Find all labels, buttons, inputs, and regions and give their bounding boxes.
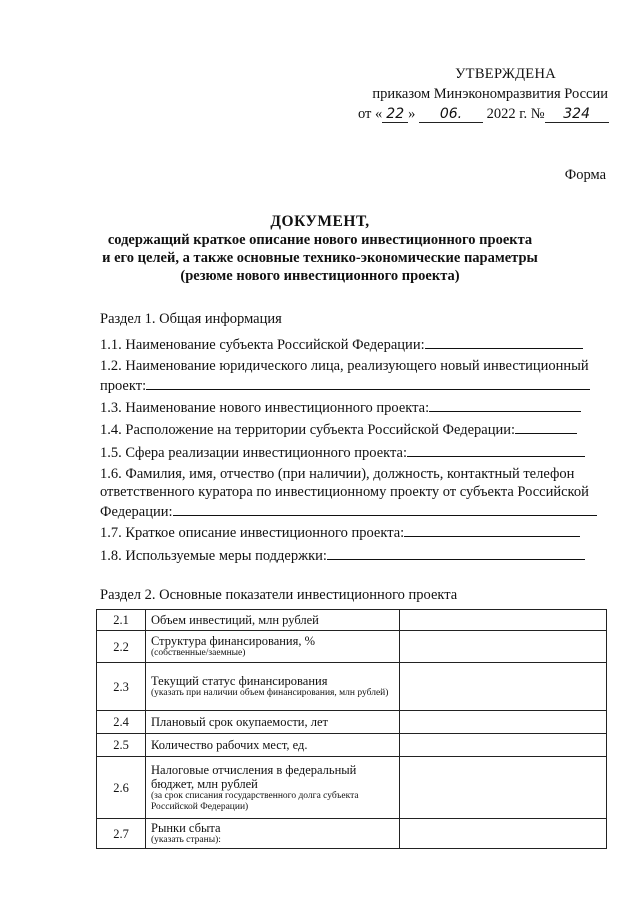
- field-1-2-label-b: проект:: [100, 378, 147, 394]
- row-number: 2.6: [97, 757, 146, 819]
- table-row: [97, 631, 607, 663]
- row-label: [146, 757, 400, 819]
- row-value: [400, 610, 607, 631]
- approval-day: 22: [382, 106, 408, 123]
- field-1-5-blank: [407, 442, 585, 457]
- title-line-4: (резюме нового инвестиционного проекта): [180, 268, 460, 284]
- field-1-2-blank: [146, 375, 590, 390]
- row-label-text: Текущий статус финансирования: [151, 674, 328, 688]
- field-1-1-label: 1.1. Наименование субъекта Российской Федерации:: [100, 337, 425, 353]
- field-1-5-label: 1.5. Сфера реализации инвестиционного проекта:: [100, 445, 407, 461]
- field-1-2-label-a: 1.2. Наименование юридического лица, реализующего новый инвестиционный: [100, 358, 589, 374]
- approval-number-label: №: [530, 106, 545, 122]
- row-number: 2.4: [97, 711, 146, 734]
- row-label-text: Налоговые отчисления в федеральный бюджет, млн рублей: [151, 762, 357, 791]
- field-1-3-blank: [429, 397, 581, 412]
- row-value: [400, 757, 607, 819]
- row-value: [400, 711, 607, 734]
- field-1-7-label: 1.7. Краткое описание инвестиционного проекта:: [100, 525, 405, 541]
- row-value: [400, 819, 607, 849]
- row-label-text: Структура финансирования, %: [151, 634, 316, 648]
- row-label: [146, 631, 400, 663]
- row-label-text: Количество рабочих мест, ед.: [151, 738, 308, 752]
- row-label: [146, 610, 400, 631]
- row-label: [146, 819, 400, 849]
- field-1-8: [100, 545, 600, 565]
- row-label-text: Объем инвестиций, млн рублей: [151, 613, 319, 627]
- field-1-2: [100, 357, 600, 395]
- title-line-1: ДОКУМЕНТ,: [270, 213, 370, 230]
- row-label-note: (за срок списания государственного долга субъекта Российской Федерации): [151, 790, 359, 812]
- field-1-4-label: 1.4. Расположение на территории субъекта Российской Федерации:: [100, 422, 516, 438]
- approval-year: 2022 г.: [486, 106, 528, 122]
- approval-order-line: приказом Минэкономразвития России: [372, 86, 608, 102]
- row-label-note: (собственные/заемные): [151, 648, 246, 658]
- row-value: [400, 734, 607, 757]
- field-1-3: [100, 397, 600, 417]
- row-label-note: (указать при наличии объем финансирования, млн рублей): [151, 688, 389, 698]
- section-2-heading: Раздел 2. Основные показатели инвестиционного проекта: [100, 587, 458, 603]
- field-1-6-label-b: ответственного куратора по инвестиционному проекту от субъекта Российской: [100, 484, 589, 500]
- approval-close-quote: »: [408, 106, 416, 122]
- table-row: [97, 819, 607, 849]
- title-line-2: содержащий краткое описание нового инвестиционного проекта: [107, 232, 533, 248]
- table-row: [97, 711, 607, 734]
- field-1-7-blank: [404, 522, 580, 537]
- table-row: [97, 610, 607, 631]
- field-1-1: [100, 334, 600, 354]
- row-label: [146, 711, 400, 734]
- table-row: [97, 734, 607, 757]
- table-row: [97, 663, 607, 711]
- row-label-text: Плановый срок окупаемости, лет: [151, 715, 328, 729]
- approval-date-line: [358, 104, 608, 124]
- title-line-3: и его целей, а также основные технико-экономические параметры: [102, 250, 538, 266]
- approval-month: 06.: [419, 106, 483, 123]
- row-number: 2.1: [97, 610, 146, 631]
- row-label: [146, 734, 400, 757]
- document-title: [0, 213, 640, 285]
- field-1-8-blank: [327, 545, 585, 560]
- row-value: [400, 631, 607, 663]
- field-1-6-label-c: Федерации:: [100, 504, 173, 520]
- section-1-heading: Раздел 1. Общая информация: [100, 311, 282, 327]
- approval-number: 324: [545, 106, 609, 123]
- field-1-3-label: 1.3. Наименование нового инвестиционного проекта:: [100, 400, 430, 416]
- row-label-note: (указать страны):: [151, 835, 221, 845]
- field-1-1-blank: [425, 334, 583, 349]
- row-label-text: Рынки сбыта: [151, 821, 221, 835]
- field-1-7: [100, 522, 600, 542]
- row-value: [400, 663, 607, 711]
- field-1-6: [100, 465, 600, 521]
- approval-title: УТВЕРЖДЕНА: [455, 66, 556, 82]
- table-row: [97, 757, 607, 819]
- row-label: [146, 663, 400, 711]
- approval-block: [358, 64, 608, 124]
- approval-from: от «: [358, 106, 383, 122]
- field-1-6-blank: [173, 501, 597, 516]
- row-number: 2.5: [97, 734, 146, 757]
- field-1-8-label: 1.8. Используемые меры поддержки:: [100, 548, 327, 564]
- field-1-4: [100, 419, 600, 439]
- row-number: 2.7: [97, 819, 146, 849]
- indicators-table: [96, 609, 607, 849]
- form-label: Форма: [564, 167, 606, 183]
- row-number: 2.2: [97, 631, 146, 663]
- field-1-4-blank: [515, 419, 577, 434]
- field-1-6-label-a: 1.6. Фамилия, имя, отчество (при наличии), должность, контактный телефон: [100, 466, 575, 482]
- field-1-5: [100, 442, 600, 462]
- row-number: 2.3: [97, 663, 146, 711]
